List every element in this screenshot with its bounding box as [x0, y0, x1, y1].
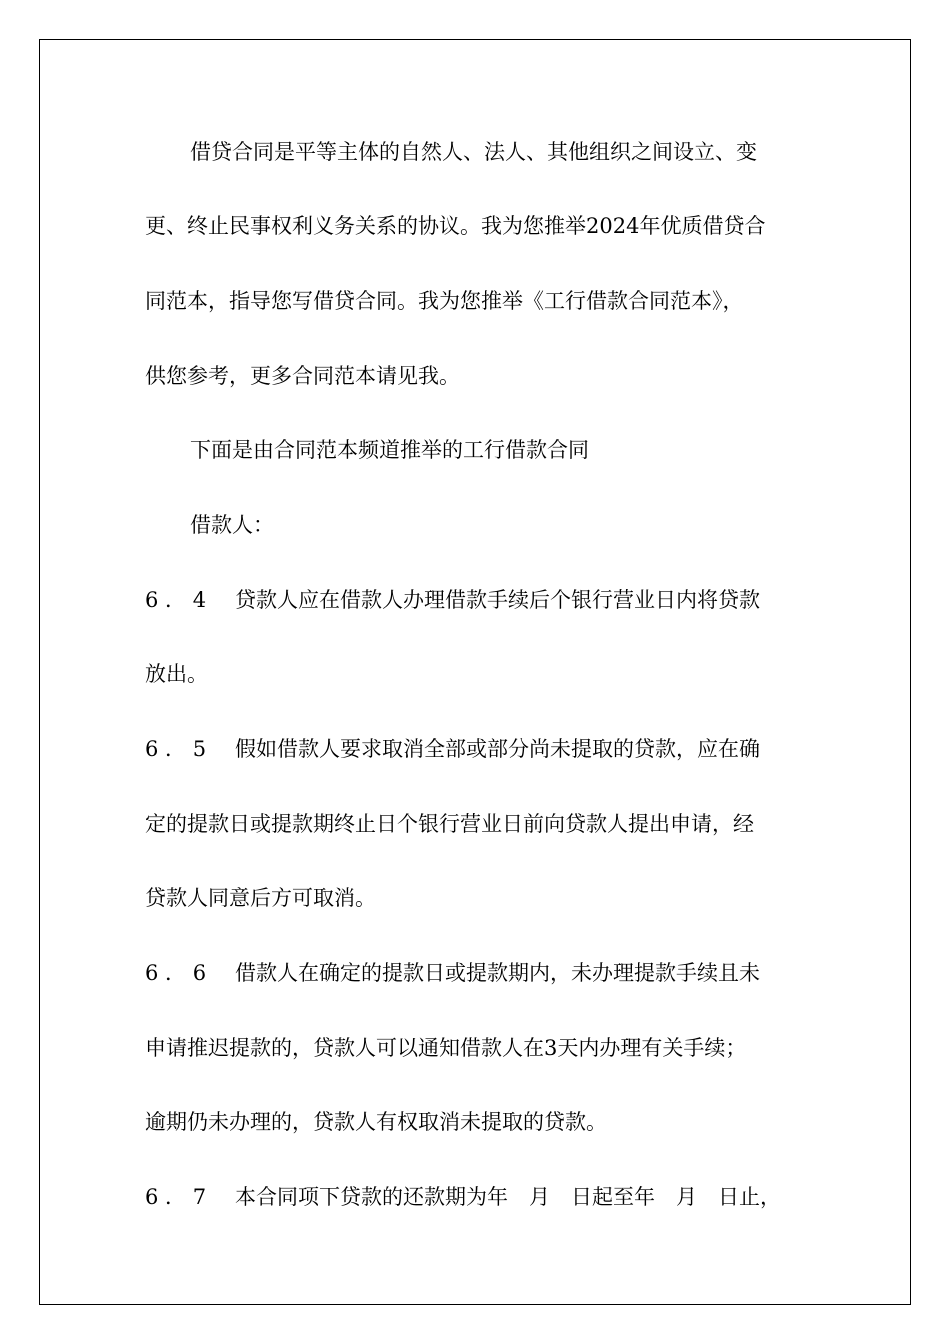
clause-number: 6 ． 4	[145, 588, 207, 612]
clause-text: 本合同项下贷款的还款期为年 月 日起至年 月 日止，	[235, 1185, 781, 1209]
intro-line-5: 下面是由合同范本频道推举的工行借款合同	[190, 438, 589, 462]
intro-line-3: 同范本，指导您写借贷合同。我为您推举《工行借款合同范本》，	[145, 289, 744, 313]
borrower-label: 借款人：	[190, 513, 274, 537]
clause-text: 借款人在确定的提款日或提款期内，未办理提款手续且未	[235, 961, 760, 985]
clause-6-6-line-3: 逾期仍未办理的，贷款人有权取消未提取的贷款。	[145, 1110, 607, 1134]
clause-6-4-line-2: 放出。	[145, 662, 208, 686]
clause-6-6-line-2: 申请推迟提款的，贷款人可以通知借款人在3天内办理有关手续；	[145, 1036, 747, 1060]
clause-6-5-line-1	[145, 735, 810, 763]
clause-6-5-line-3: 贷款人同意后方可取消。	[145, 886, 376, 910]
clause-number: 6 ． 5	[145, 737, 207, 761]
intro-line-1: 借贷合同是平等主体的自然人、法人、其他组织之间设立、变	[190, 140, 757, 164]
clause-number: 6 ． 7	[145, 1185, 207, 1209]
clause-number: 6 ． 6	[145, 961, 207, 985]
clause-text: 假如借款人要求取消全部或部分尚未提取的贷款，应在确	[235, 737, 760, 761]
clause-6-5-line-2: 定的提款日或提款期终止日个银行营业日前向贷款人提出申请，经	[145, 812, 754, 836]
intro-line-4: 供您参考，更多合同范本请见我。	[145, 364, 460, 388]
clause-6-6-line-1	[145, 959, 810, 987]
clause-6-7-line-1	[145, 1183, 810, 1211]
clause-6-4-line-1	[145, 586, 810, 614]
clause-text: 贷款人应在借款人办理借款手续后个银行营业日内将贷款	[235, 588, 760, 612]
intro-line-2: 更、终止民事权利义务关系的协议。我为您推举2024年优质借贷合	[145, 214, 766, 238]
